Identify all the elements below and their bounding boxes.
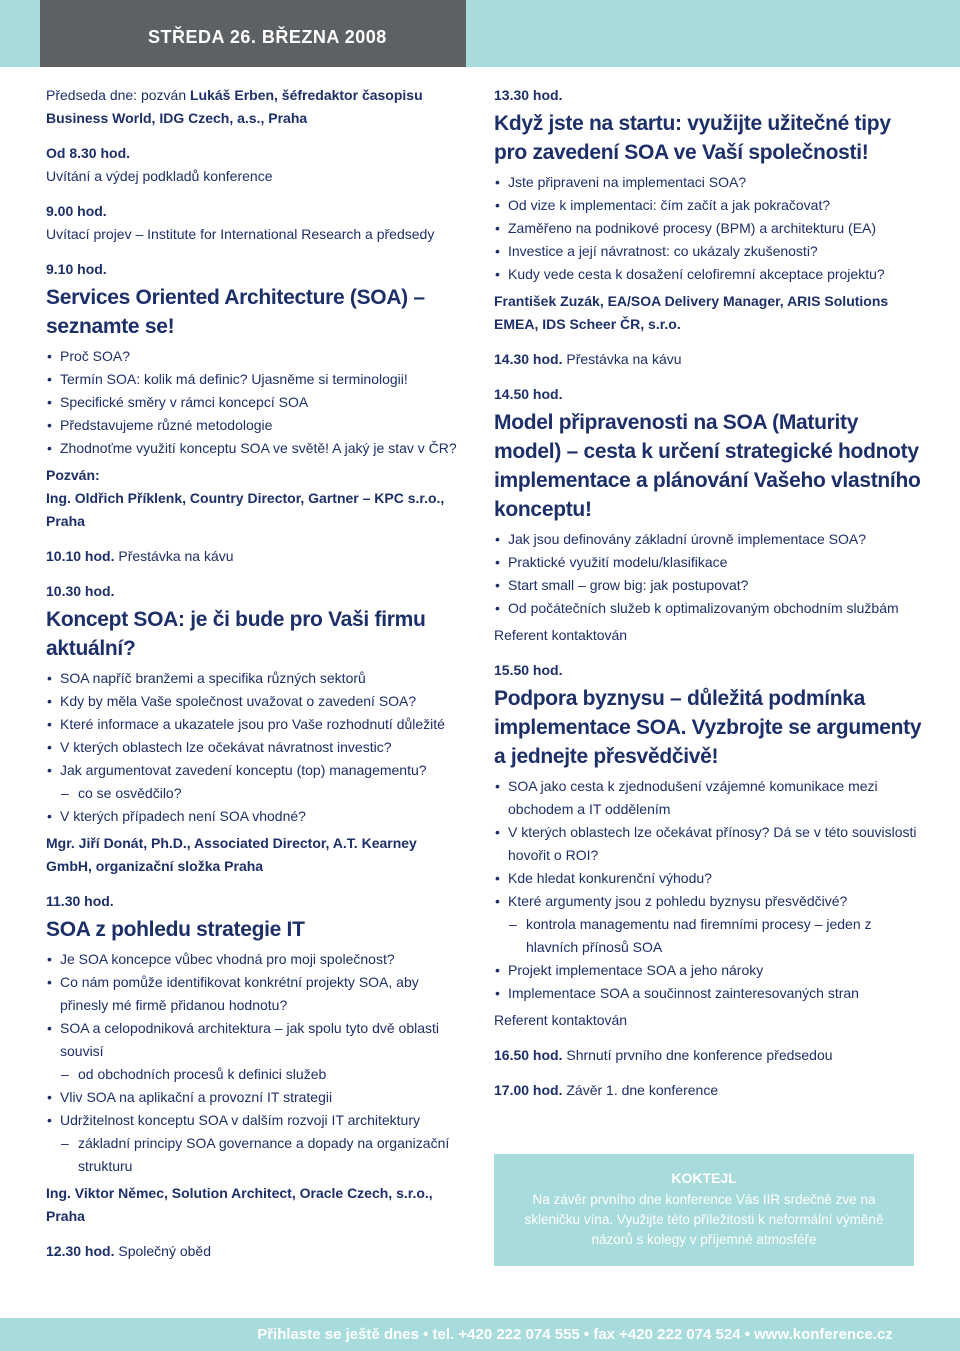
session-title: Model připravenosti na SOA (Maturity model) – cesta k určení strategické hodnoty implementace a plánování Vašeho vlastního konceptu! (494, 411, 921, 521)
list-item: • Praktické využití modelu/klasifikace (494, 551, 924, 574)
date-header: STŘEDA 26. BŘEZNA 2008 (40, 0, 466, 67)
list-item: • Specifické směry v rámci koncepcí SOA (46, 391, 466, 414)
time-slot: 9.10 hod. (46, 261, 107, 277)
list-item: • Implementace SOA a součinnost zainteresovaných stran (494, 982, 924, 1005)
list-item: • Projekt implementace SOA a jeho nároky (494, 959, 924, 982)
list-subitem: – co se osvědčilo? (46, 782, 466, 805)
time-slot: 14.50 hod. (494, 386, 563, 402)
speaker: František Zuzák, EA/SOA Delivery Manager, ARIS Solutions EMEA, IDS Scheer ČR, s.r.o. (494, 293, 889, 332)
chair-prefix: Předseda dne: pozván (46, 87, 190, 103)
list-item: • Investice a její návratnost: co ukázaly zkušenosti? (494, 240, 924, 263)
list-item: • Vliv SOA na aplikační a provozní IT strategii (46, 1086, 466, 1109)
agenda-text: Uvítací projev – Institute for International Research a předsedy (46, 226, 435, 242)
time-slot: 15.50 hod. (494, 662, 563, 678)
agenda-text: Shrnutí prvního dne konference předsedou (562, 1047, 833, 1063)
list-item: • Od počátečních služeb k optimalizovaným obchodním službám (494, 597, 924, 620)
time-value: 12.30 hod. (46, 1243, 115, 1259)
agenda-text: Společný oběd (114, 1243, 211, 1259)
time-slot (46, 545, 466, 568)
time-slot (494, 348, 924, 371)
invited-label: Pozván: (46, 467, 100, 483)
topic-list (494, 775, 924, 1005)
list-item: • Jak jsou definovány základní úrovně implementace SOA? (494, 528, 924, 551)
right-column (494, 84, 924, 1102)
list-item: • Které argumenty jsou z pohledu byznysu přesvědčivé? (494, 890, 924, 913)
list-item: • Start small – grow big: jak postupovat? (494, 574, 924, 597)
cocktail-heading: KOKTEJL (671, 1170, 737, 1186)
chair-line (46, 84, 466, 130)
time-slot: 10.30 hod. (46, 583, 115, 599)
footer-contact: Přihlaste se ještě dnes • tel. +420 222 074 555 • fax +420 222 074 524 • www.konference.cz (0, 1318, 960, 1351)
list-subitem: – základní principy SOA governance a dopady na organizační strukturu (46, 1132, 466, 1178)
topic-list (46, 948, 466, 1178)
list-item: • Jste připraveni na implementaci SOA? (494, 171, 924, 194)
agenda-text: Uvítání a výdej podkladů konference (46, 168, 273, 184)
time-value: 16.50 hod. (494, 1047, 563, 1063)
session-title: Podpora byznysu – důležitá podmínka implementace SOA. Vyzbrojte se argumenty a jednejte přesvědčivě! (494, 687, 922, 768)
session-title: Když jste na startu: využijte užitečné tipy pro zavedení SOA ve Vaší společnosti! (494, 112, 891, 164)
time-slot (46, 1240, 466, 1263)
topic-list (46, 667, 466, 828)
list-item: • Kde hledat konkurenční výhodu? (494, 867, 924, 890)
time-value: 14.30 hod. (494, 351, 563, 367)
agenda-text: Závěr 1. dne konference (562, 1082, 719, 1098)
agenda-text: Přestávka na kávu (114, 548, 234, 564)
agenda-text: Přestávka na kávu (562, 351, 682, 367)
list-item: • V kterých případech není SOA vhodné? (46, 805, 466, 828)
list-item: • Udržitelnost konceptu SOA v dalším rozvoji IT architektury (46, 1109, 466, 1132)
list-item: • Je SOA koncepce vůbec vhodná pro moji společnost? (46, 948, 466, 971)
list-item: • V kterých oblastech lze očekávat návratnost investic? (46, 736, 466, 759)
topic-list (46, 345, 466, 460)
time-slot: Od 8.30 hod. (46, 145, 131, 161)
list-subitem: – kontrola managementu nad firemními procesy – jeden z hlavních přínosů SOA (494, 913, 924, 959)
time-slot: 13.30 hod. (494, 87, 563, 103)
time-slot: 9.00 hod. (46, 203, 107, 219)
time-value: 10.10 hod. (46, 548, 115, 564)
speaker: Ing. Viktor Němec, Solution Architect, Oracle Czech, s.r.o., Praha (46, 1185, 433, 1224)
list-item: • Proč SOA? (46, 345, 466, 368)
list-item: • Od vize k implementaci: čím začít a jak pokračovat? (494, 194, 924, 217)
referent-note: Referent kontaktován (494, 627, 628, 643)
list-item: • SOA a celopodniková architektura – jak spolu tyto dvě oblasti souvisí (46, 1017, 466, 1063)
list-item: • Kdy by měla Vaše společnost uvažovat o zavedení SOA? (46, 690, 466, 713)
time-slot (494, 1044, 924, 1067)
session-title: Koncept SOA: je či bude pro Vaši firmu aktuální? (46, 608, 426, 660)
referent-note: Referent kontaktován (494, 1012, 628, 1028)
list-item: • SOA napříč branžemi a specifika různých sektorů (46, 667, 466, 690)
list-item: • Zhodnoťme využití konceptu SOA ve světě! A jaký je stav v ČR? (46, 437, 466, 460)
list-item: • Které informace a ukazatele jsou pro Vaše rozhodnutí důležité (46, 713, 466, 736)
list-item: • Jak argumentovat zavedení konceptu (top) managementu? (46, 759, 466, 782)
session-title: SOA z pohledu strategie IT (46, 918, 305, 941)
list-item: • Představujeme různé metodologie (46, 414, 466, 437)
list-item: • Termín SOA: kolik má definic? Ujasněme si terminologii! (46, 368, 466, 391)
cocktail-text: Na závěr prvního dne konference Vás IIR srdečně zve na skleničku vína. Využijte této příležitosti k neformální výměně názorů s kolegy v příjemné atmosféře (524, 1192, 884, 1247)
left-column (46, 84, 466, 1263)
time-value: 17.00 hod. (494, 1082, 563, 1098)
speaker: Ing. Oldřich Příklenk, Country Director, Gartner – KPC s.r.o., Praha (46, 490, 445, 529)
speaker: Mgr. Jiří Donát, Ph.D., Associated Director, A.T. Kearney GmbH, organizační složka Praha (46, 835, 417, 874)
list-item: • SOA jako cesta k zjednodušení vzájemné komunikace mezi obchodem a IT oddělením (494, 775, 924, 821)
cocktail-box (494, 1154, 914, 1266)
session-title: Services Oriented Architecture (SOA) – seznamte se! (46, 286, 425, 338)
list-item: • Zaměřeno na podnikové procesy (BPM) a architekturu (EA) (494, 217, 924, 240)
time-slot: 11.30 hod. (46, 893, 114, 909)
list-item: • V kterých oblastech lze očekávat přínosy? Dá se v této souvislosti hovořit o ROI? (494, 821, 924, 867)
list-item: • Kudy vede cesta k dosažení celofiremní akceptace projektu? (494, 263, 924, 286)
topic-list (494, 528, 924, 620)
time-slot (494, 1079, 924, 1102)
list-item: • Co nám pomůže identifikovat konkrétní projekty SOA, aby přinesly mé firmě přidanou hodnotu? (46, 971, 466, 1017)
topic-list (494, 171, 924, 286)
list-subitem: – od obchodních procesů k definici služeb (46, 1063, 466, 1086)
chair-name: Lukáš Erben, šéfredaktor časopisu Business World, IDG Czech, a.s., Praha (46, 87, 423, 126)
